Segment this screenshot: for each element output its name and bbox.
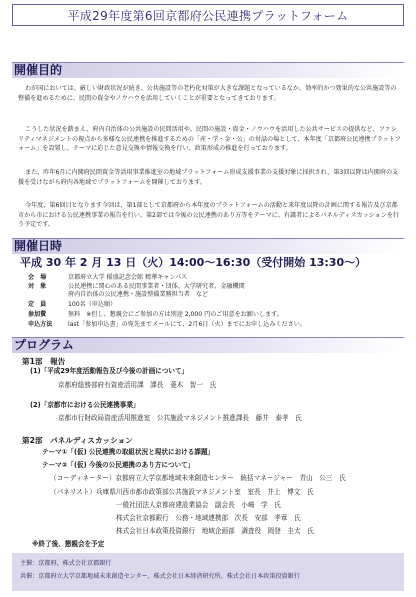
info-label: 対 象 <box>28 283 47 290</box>
info-application <box>28 320 408 329</box>
program-panelist-4: 株式会社日本政策投資銀行 地域企画部 調査役 岡登 圭太 氏 <box>116 527 314 535</box>
footer-organizers <box>12 553 404 591</box>
info-label: 会 場 <box>28 274 47 281</box>
info-label <box>28 290 68 299</box>
section-heading-purpose: 開催目的 <box>12 62 404 78</box>
info-value: 公民連携に関心のある民間事業者・団体、大学研究者、金融機関 <box>68 283 245 290</box>
purpose-paragraph-2: こうした状況を踏まえ、府内自治体の公共施設の民間活用や、民間の施設・資金・ノウハウを活用した公共サービスの提供など、ファシリティマネジメントの視点から多様な公民連携を推進するための「産・学・金・公」の対話の場として、本年度「京都府公民連携プラットフォーム」を設置し、テーマに応じた意見交換や情報交換を行い、政策形成の推進を行っております。 <box>18 126 401 153</box>
info-label: 定 員 <box>28 301 47 308</box>
section-heading-program: プログラム <box>12 337 404 353</box>
program-panelist-2: 一般社団法人京都府建設業協会 副会長 小崎 学 氏 <box>116 501 281 509</box>
info-label: 申込方法 <box>28 321 53 328</box>
info-value: 100名（申込順） <box>68 301 117 308</box>
program-theme-1: テーマ①「(仮) 公民連携の取組状況と現状における課題」 <box>42 448 215 456</box>
info-fee <box>28 310 408 319</box>
section-heading-datetime: 開催日時 <box>12 238 404 254</box>
program-panelist-1: （パネリスト）兵庫県川西市都市政策部公共施設マネジメント室 室長 井上 博文 氏 <box>50 488 314 496</box>
info-value: 京都府立大学 稲盛記念会館 精華キャンパス <box>68 274 188 281</box>
info-value: last「参加申込書」の宛先までメールにて、2月6日（火）までにお申し込みください。 <box>68 321 306 328</box>
program-theme-2: テーマ②「(仮) 今後の公民連携のあり方について」 <box>42 461 195 469</box>
program-part2-title: 第2部 パネルディスカッション <box>22 436 133 445</box>
program-item-2: (2)「京都市における公民連携事業」 <box>30 401 140 409</box>
purpose-paragraph-4: 今年度、第6回目となります今回は、第1部として京都府から本年度のプラットフォームの活動と来年度以降の計画に関する報告及び京都市から市における公民連携事業の報告を行い、第2部では今後の公民連携のあり方等をテーマに、有識者によるパネルディスカッションを行う予定です。 <box>18 202 400 229</box>
program-note: ※終了後、懇親会を予定 <box>32 540 105 548</box>
program-item-1-speaker: 京都府総務部府有資産活用課 課長 菱木 智一 氏 <box>58 381 217 389</box>
info-value: 府内自治体の公民連携・施設整備業務担当者 など <box>68 291 209 298</box>
program-panelist-3: 株式会社京都銀行 公務・地域連携部 次長 安部 孝章 氏 <box>116 514 301 522</box>
info-value: 無料 ※但し、懇親会にご参加の方は別途 2,000 円のご用意をお願いします。 <box>68 311 283 318</box>
event-date: 平成 30 年 2 月 13 日（火）14:00〜16:30（受付開始 13:30〜） <box>20 256 367 269</box>
footer-organizer: 主催：京都府、株式会社京都銀行 <box>20 560 112 567</box>
footer-cooperation: 共催：京都府立大学京都地域未来創造センター、株式会社日本経済研究所、株式会社日本政策投資銀行 <box>20 573 300 580</box>
info-label: 参加費 <box>28 311 47 318</box>
info-venue <box>28 273 408 282</box>
program-part1-title: 第1部 報告 <box>22 357 66 366</box>
page-title: 平成29年度第6回京都府公民連携プラットフォーム <box>12 4 404 26</box>
program-coordinator: （コーディネーター）京都府立大学京都地域未来創造センター 統括マネージャー 青山 公三 氏 <box>50 474 346 482</box>
info-audience-cont <box>28 290 408 299</box>
program-item-1: (1)「平成29年度活動報告及び今後の計画について」 <box>30 367 189 375</box>
info-capacity <box>28 300 408 309</box>
purpose-paragraph-3: また、昨年6月に内閣府民間資金等活用事業推進室の地域プラットフォーム形成支援事業の支援対象に採択され、第3回以降は内閣府の支援を受けながら府内各地域でプラットフォームを開催しております。 <box>18 169 399 186</box>
purpose-paragraph-1: わが国においては、厳しい財政状況が続き、公共施設等の老朽化対策が大きな課題となっているなか、効率的かつ効果的な公共施設等の整備を進めるために、民間の資金やノウハウを活用していくことが重要となってきております。 <box>18 85 397 102</box>
program-item-2-speaker: 京都市行財政局資産活用推進室 公共施設マネジメント推進課長 藤井 泰孝 氏 <box>58 414 302 422</box>
